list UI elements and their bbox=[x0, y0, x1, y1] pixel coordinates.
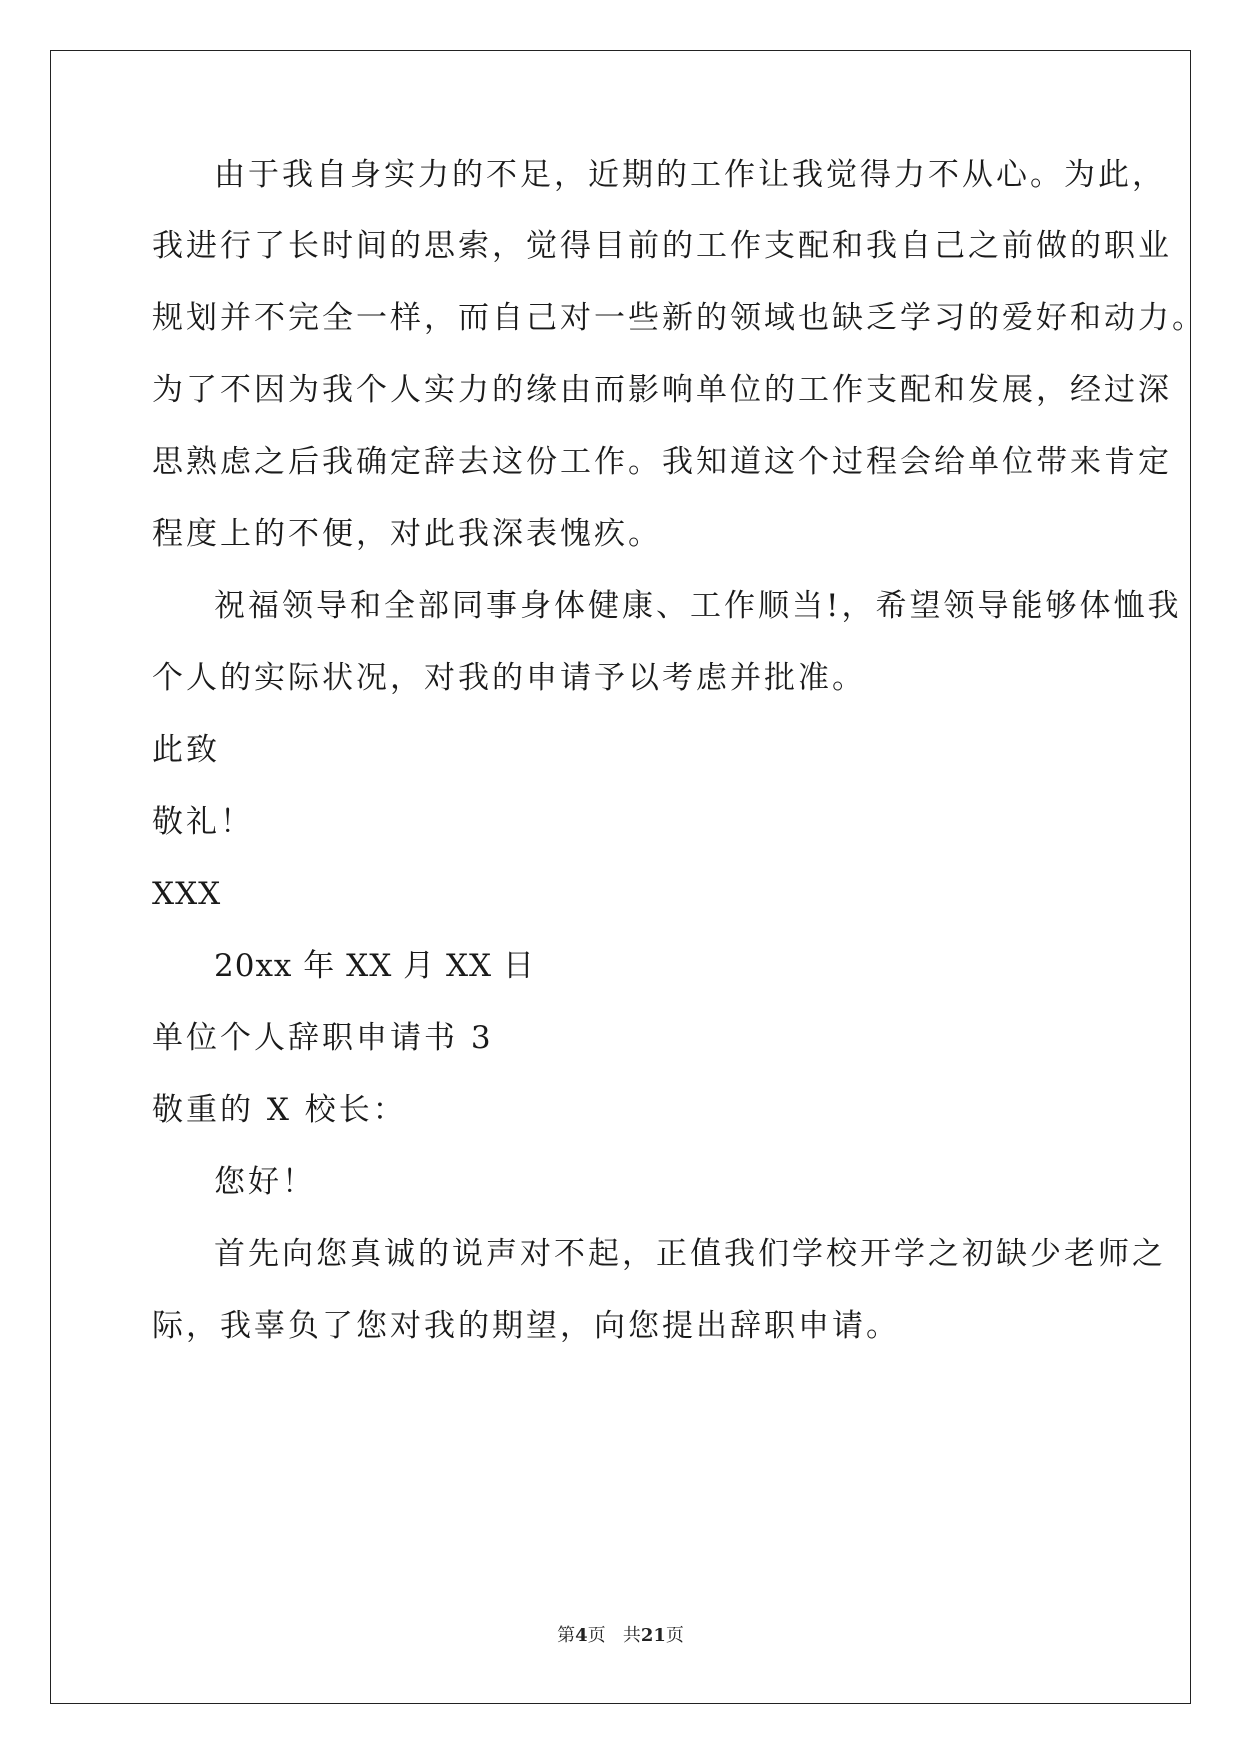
section-title: 单位个人辞职申请书 3 bbox=[152, 1020, 494, 1056]
closing: 此致 bbox=[152, 732, 220, 768]
paragraph-1-line-6: 程度上的不便，对此我深表愧疚。 bbox=[152, 516, 662, 552]
paragraph-1-line-2: 我进行了长时间的思索，觉得目前的工作支配和我自己之前做的职业 bbox=[152, 228, 1172, 264]
page-footer bbox=[0, 1624, 1241, 1648]
paragraph-1-line-4: 为了不因为我个人实力的缘由而影响单位的工作支配和发展，经过深 bbox=[152, 372, 1172, 408]
signature: XXX bbox=[152, 876, 222, 912]
footer-total-pages: 21 bbox=[640, 1625, 666, 1646]
footer-prefix: 第 bbox=[557, 1625, 576, 1646]
paragraph-3-line-1: 首先向您真诚的说声对不起，正值我们学校开学之初缺少老师之 bbox=[214, 1236, 1166, 1272]
greeting: 敬重的 X 校长： bbox=[152, 1092, 407, 1128]
paragraph-3-line-2: 际，我辜负了您对我的期望，向您提出辞职申请。 bbox=[152, 1308, 900, 1344]
paragraph-1-line-1: 由于我自身实力的不足，近期的工作让我觉得力不从心。为此， bbox=[214, 157, 1166, 193]
paragraph-2-line-2: 个人的实际状况，对我的申请予以考虑并批准。 bbox=[152, 660, 866, 696]
paragraph-1-line-5: 思熟虑之后我确定辞去这份工作。我知道这个过程会给单位带来肯定 bbox=[152, 444, 1172, 480]
date: 20xx 年 XX 月 XX 日 bbox=[214, 948, 535, 984]
footer-total-unit: 页 bbox=[665, 1625, 684, 1646]
salute: 敬礼！ bbox=[152, 804, 254, 840]
paragraph-2-line-1: 祝福领导和全部同事身体健康、工作顺当!，希望领导能够体恤我 bbox=[214, 588, 1182, 624]
footer-total-prefix: 共 bbox=[622, 1625, 641, 1646]
paragraph-1-line-3: 规划并不完全一样，而自己对一些新的领域也缺乏学习的爱好和动力。 bbox=[152, 300, 1206, 336]
footer-page-unit: 页 bbox=[587, 1625, 606, 1646]
hello: 您好！ bbox=[214, 1164, 316, 1200]
footer-page-number: 4 bbox=[575, 1625, 588, 1646]
